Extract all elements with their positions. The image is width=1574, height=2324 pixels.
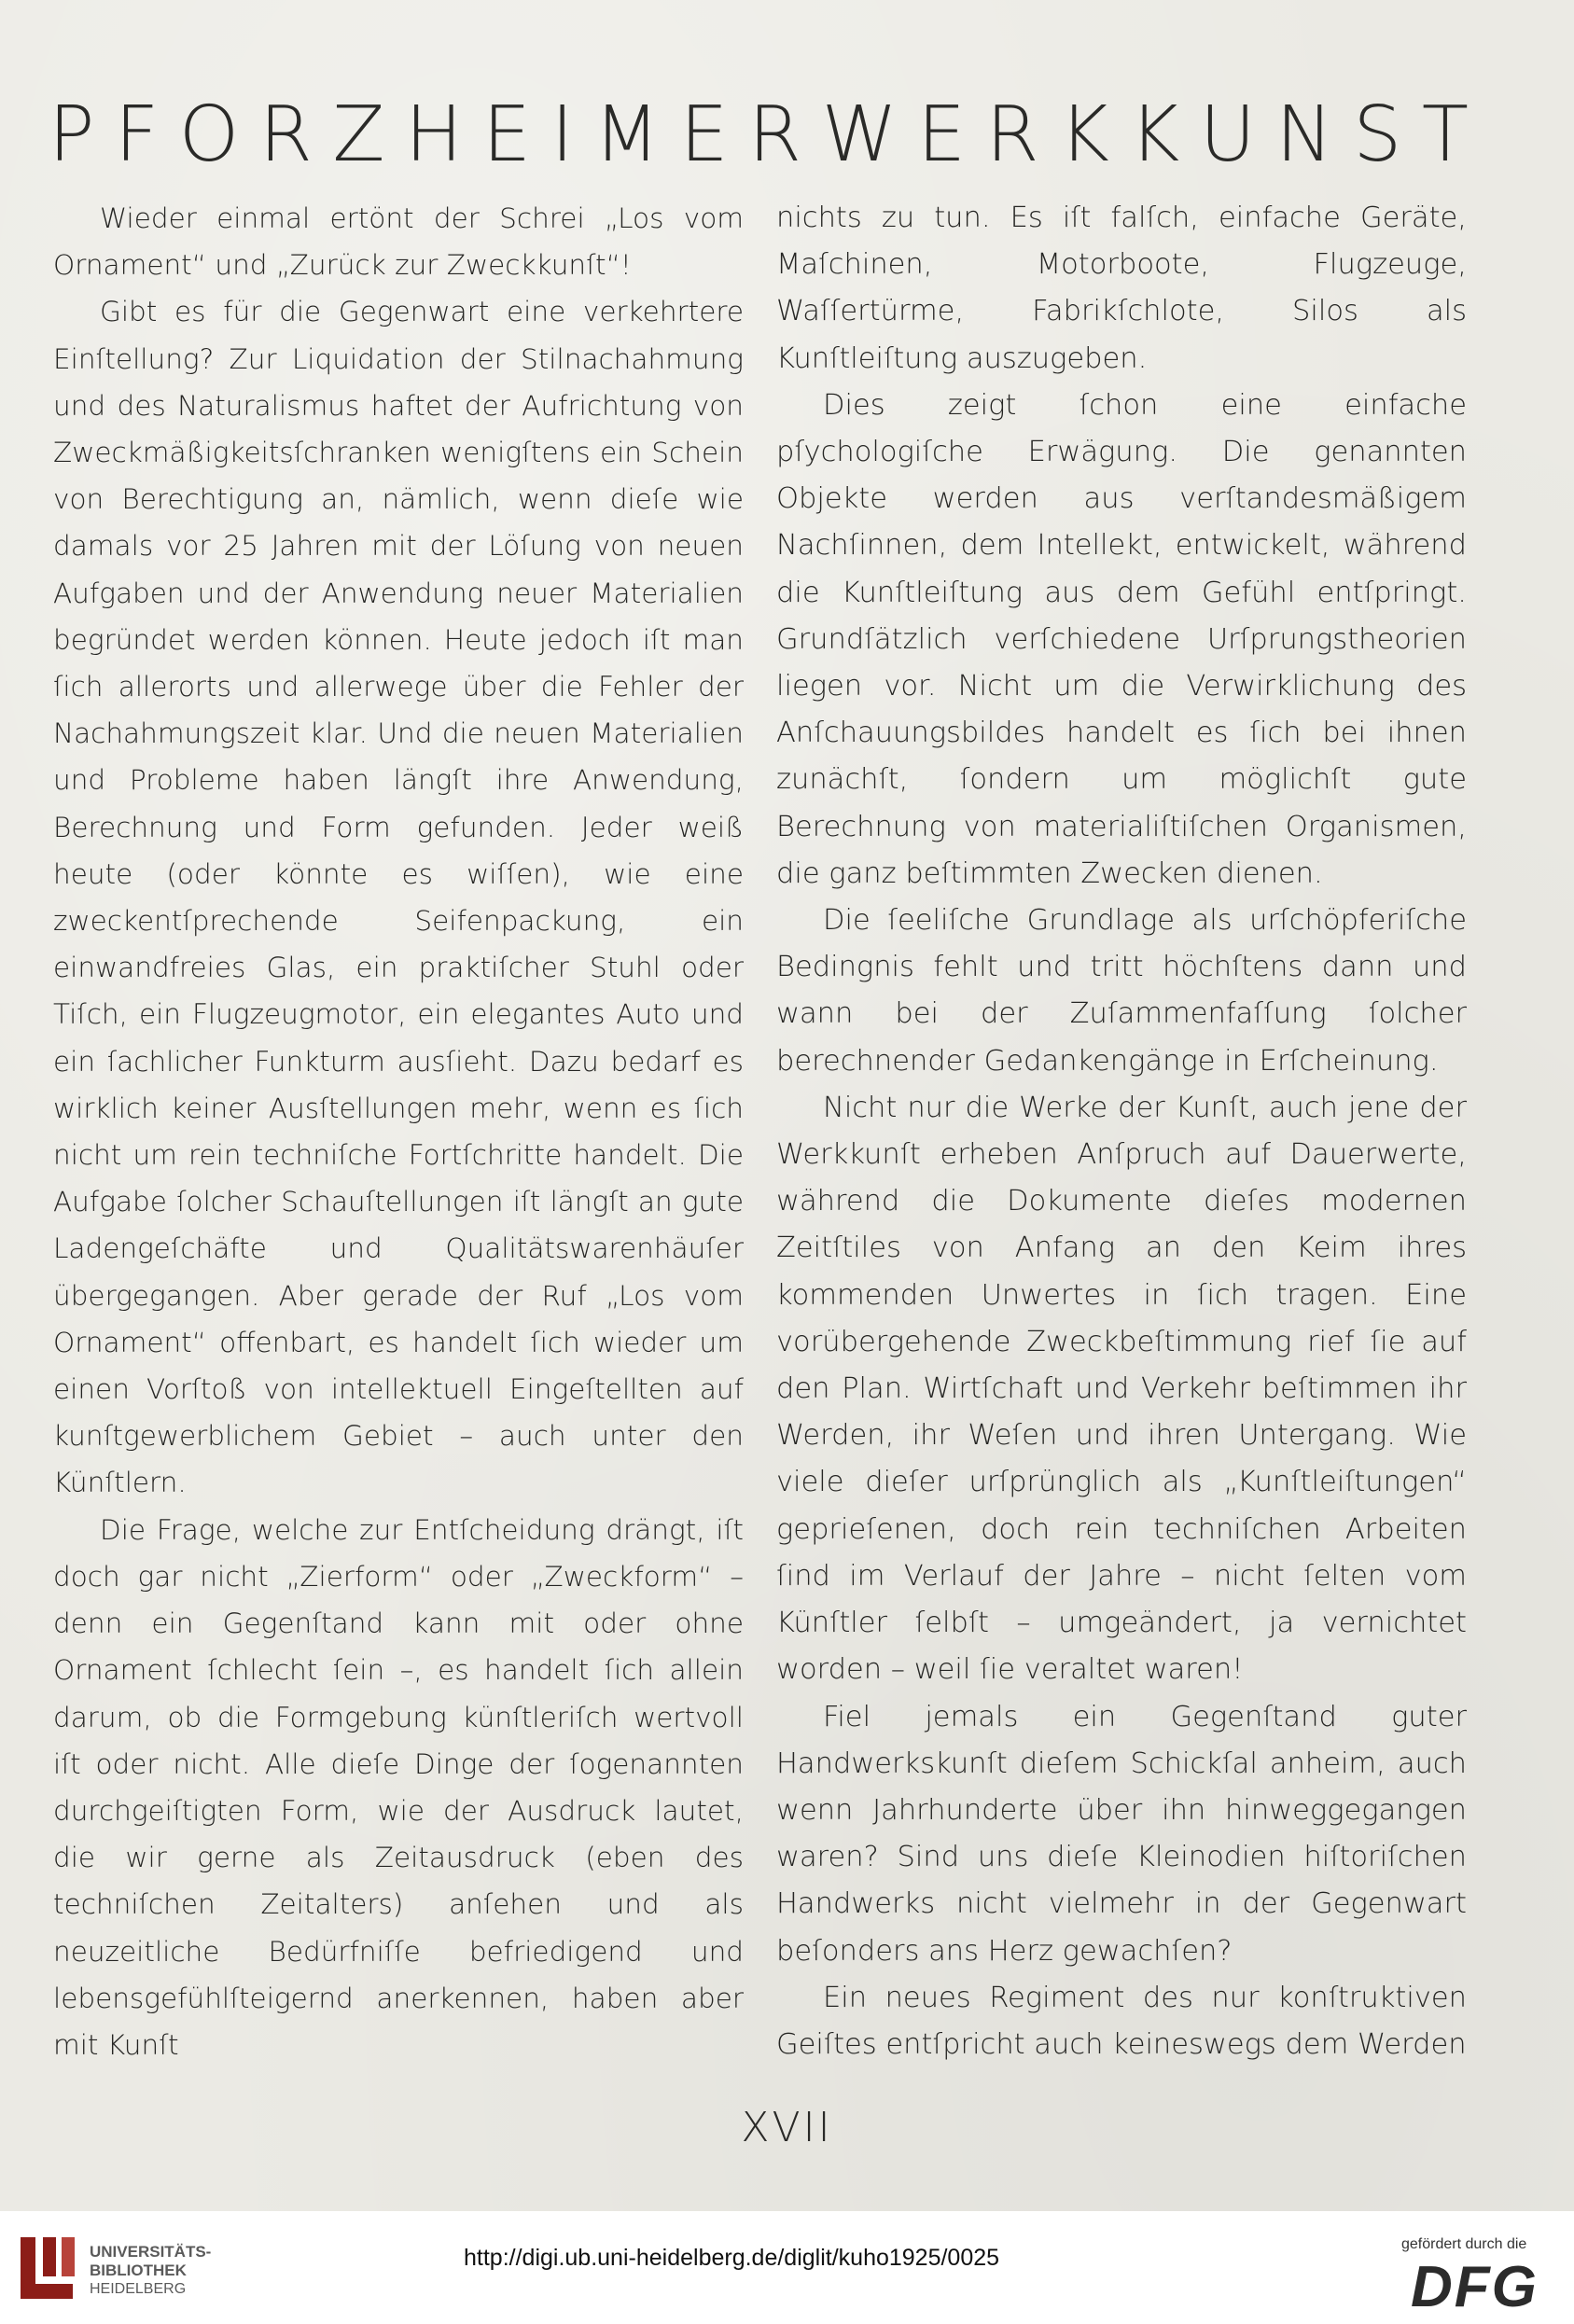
paragraph: Die ſeeliſche Grundlage als urſchöpferiſche Bedingnis fehlt und tritt höchſtens dann und wann bei der Zuſammenfaſſung ſolcher berechnender Gedankengänge in Erſcheinung. xyxy=(776,904,1467,1078)
library-name xyxy=(90,2243,211,2299)
running-head-letter: E xyxy=(679,90,729,179)
paragraph: Ein neues Regiment des nur konſtruktiven Geiſtes entſpricht auch keineswegs dem Werden xyxy=(776,1981,1467,2061)
running-head-letter: I xyxy=(550,90,574,179)
text-column-right xyxy=(776,195,1467,2068)
running-head-letter: R xyxy=(985,90,1039,179)
paragraph: Gibt es für die Gegenwart eine verkehrtere Einſtellung? Zur Liquidation der Stilnachahmung und des Naturalismus haftet der Aufrichtung von Zweckmäßigkeitsſchranken wenigſtens ein Schein von Berechtigung an, nämlich, wenn dieſe wie damals vor 25 Jahren mit der Löſung von neuen Aufgaben und der Anwendung neuer Materialien begründet werden können. Heute jedoch iſt man ſich allerorts und allerwege über die Fehler der Nachahmungszeit klar. Und die neuen Materialien und Probleme haben längſt ihre Anwendung, Berechnung und Form gefunden. Jeder weiß heute (oder könnte es wiſſen), wie eine zweckentſprechende Seifenpackung, ein einwandfreies Glas, ein praktiſcher Stuhl oder Tiſch, ein Flugzeugmotor, ein elegantes Auto und ein ſachlicher Funkturm ausſieht. Dazu bedarf es wirklich keiner Ausſtellungen mehr, wenn es ſich nicht um rein techniſche Fortſchritte handelt. Die Aufgabe ſolcher Schauſtellungen iſt längſt an gute Ladengeſchäfte und Qualitätswarenhäuſer übergegangen. Aber gerade der Ruf „Los vom Ornament“ offenbart, es handelt ſich wieder um einen Vorſtoß von intellektuell Eingeſtellten auf kunſtgewerblichem Gebiet – auch unter den Künſtlern. xyxy=(53,296,744,1499)
running-head-letter: K xyxy=(1059,90,1109,179)
running-head-letter: W xyxy=(821,90,898,179)
running-head-letter: R xyxy=(258,90,313,179)
digitization-footer xyxy=(0,2211,1574,2324)
library-name-line: BIBLIOTHEK xyxy=(90,2261,187,2279)
running-head-letter: N xyxy=(1275,90,1333,179)
library-name-line: UNIVERSITÄTS- xyxy=(90,2243,212,2261)
university-library-logo xyxy=(17,2232,82,2306)
running-head-letter: E xyxy=(917,90,967,179)
dfg-logo: DFG xyxy=(1411,2255,1539,2319)
running-head-letter: O xyxy=(178,90,240,179)
running-head-letter: R xyxy=(748,90,802,179)
running-head-letter: U xyxy=(1199,90,1256,179)
paragraph: nichts zu tun. Es iſt falſch, einfache Geräte, Maſchinen, Motorboote, Flugzeuge, Waſſertürme, Fabrikſchlote, Silos als Kunſtleiſtung auszugeben. xyxy=(776,202,1467,375)
running-head-letter: M xyxy=(593,90,661,179)
running-head-letter: P xyxy=(49,90,95,179)
running-head-letter: Z xyxy=(332,90,385,179)
text-column-left xyxy=(53,195,744,2068)
funding-caption: gefördert durch die xyxy=(1401,2236,1527,2252)
running-head-title xyxy=(49,90,1469,179)
running-head-letter: F xyxy=(115,90,160,179)
running-head-letter: E xyxy=(482,90,532,179)
running-head-letter: S xyxy=(1353,90,1402,179)
paragraph: Die Frage, welche zur Entſcheidung drängt, iſt doch gar nicht „Zierform“ oder „Zweckform“ – denn ein Gegenſtand kann mit oder ohne Ornament ſchlecht ſein –, es handelt ſich allein darum, ob die Formgebung künſtleriſch wertvoll iſt oder nicht. Alle dieſe Dinge der ſogenannten durchgeiſtigten Form, wie der Ausdruck lautet, die wir gerne als Zeitausdruck (eben des techniſchen Zeitalters) anſehen und als neuzeitliche Bedürfniſſe befriedigend und lebensgefühlſteigernd anerkennen, haben aber mit Kunſt xyxy=(53,1513,744,2061)
paragraph: Wieder einmal ertönt der Schrei „Los vom Ornament“ und „Zurück zur Zweckkunſt“! xyxy=(53,202,744,282)
running-head-letter: H xyxy=(405,90,463,179)
permalink-url[interactable]: http://digi.ub.uni-heidelberg.de/diglit/kuho1925/0025 xyxy=(464,2245,1000,2271)
running-head-letter: K xyxy=(1129,90,1180,179)
page-number: XVII xyxy=(741,2104,833,2151)
paragraph: Dies zeigt ſchon eine einfache pſychologiſche Erwägung. Die genannten Objekte werden aus verſtandesmäßigem Nachſinnen, dem Intellekt, entwickelt, während die Kunſtleiſtung aus dem Gefühl entſpringt. Grundſätzlich verſchiedene Urſprungstheorien liegen vor. Nicht um die Verwirklichung des Anſchauungsbildes handelt es ſich bei ihnen zunächſt, ſondern um möglichſt gute Berechnung von materialiſtiſchen Organismen, die ganz beſtimmten Zwecken dienen. xyxy=(776,388,1467,890)
paragraph: Nicht nur die Werke der Kunſt, auch jene der Werkkunſt erheben Anſpruch auf Dauerwerte, während die Dokumente dieſes modernen Zeitſtiles von Anfang an den Keim ihres kommenden Unwertes in ſich tragen. Eine vorübergehende Zweckbeſtimmung rief ſie auf den Plan. Wirtſchaft und Verkehr beſtimmen ihr Werden, ihr Weſen und ihren Untergang. Wie viele dieſer urſprünglich als „Kunſtleiſtungen“ geprieſenen, doch rein techniſchen Arbeiten ſind im Verlauf der Jahre – nicht ſelten vom Künſtler ſelbſt – umgeändert, ja vernichtet worden – weil ſie veraltet waren! xyxy=(776,1091,1467,1687)
paragraph: Fiel jemals ein Gegenſtand guter Handwerkskunſt dieſem Schickſal anheim, auch wenn Jahrhunderte über ihn hinweggegangen waren? Sind uns dieſe Kleinodien hiſtoriſchen Handwerks nicht vielmehr in der Gegenwart beſonders ans Herz gewachſen? xyxy=(776,1700,1467,1968)
library-name-line: HEIDELBERG xyxy=(90,2281,187,2297)
running-head-letter: T xyxy=(1421,90,1469,179)
